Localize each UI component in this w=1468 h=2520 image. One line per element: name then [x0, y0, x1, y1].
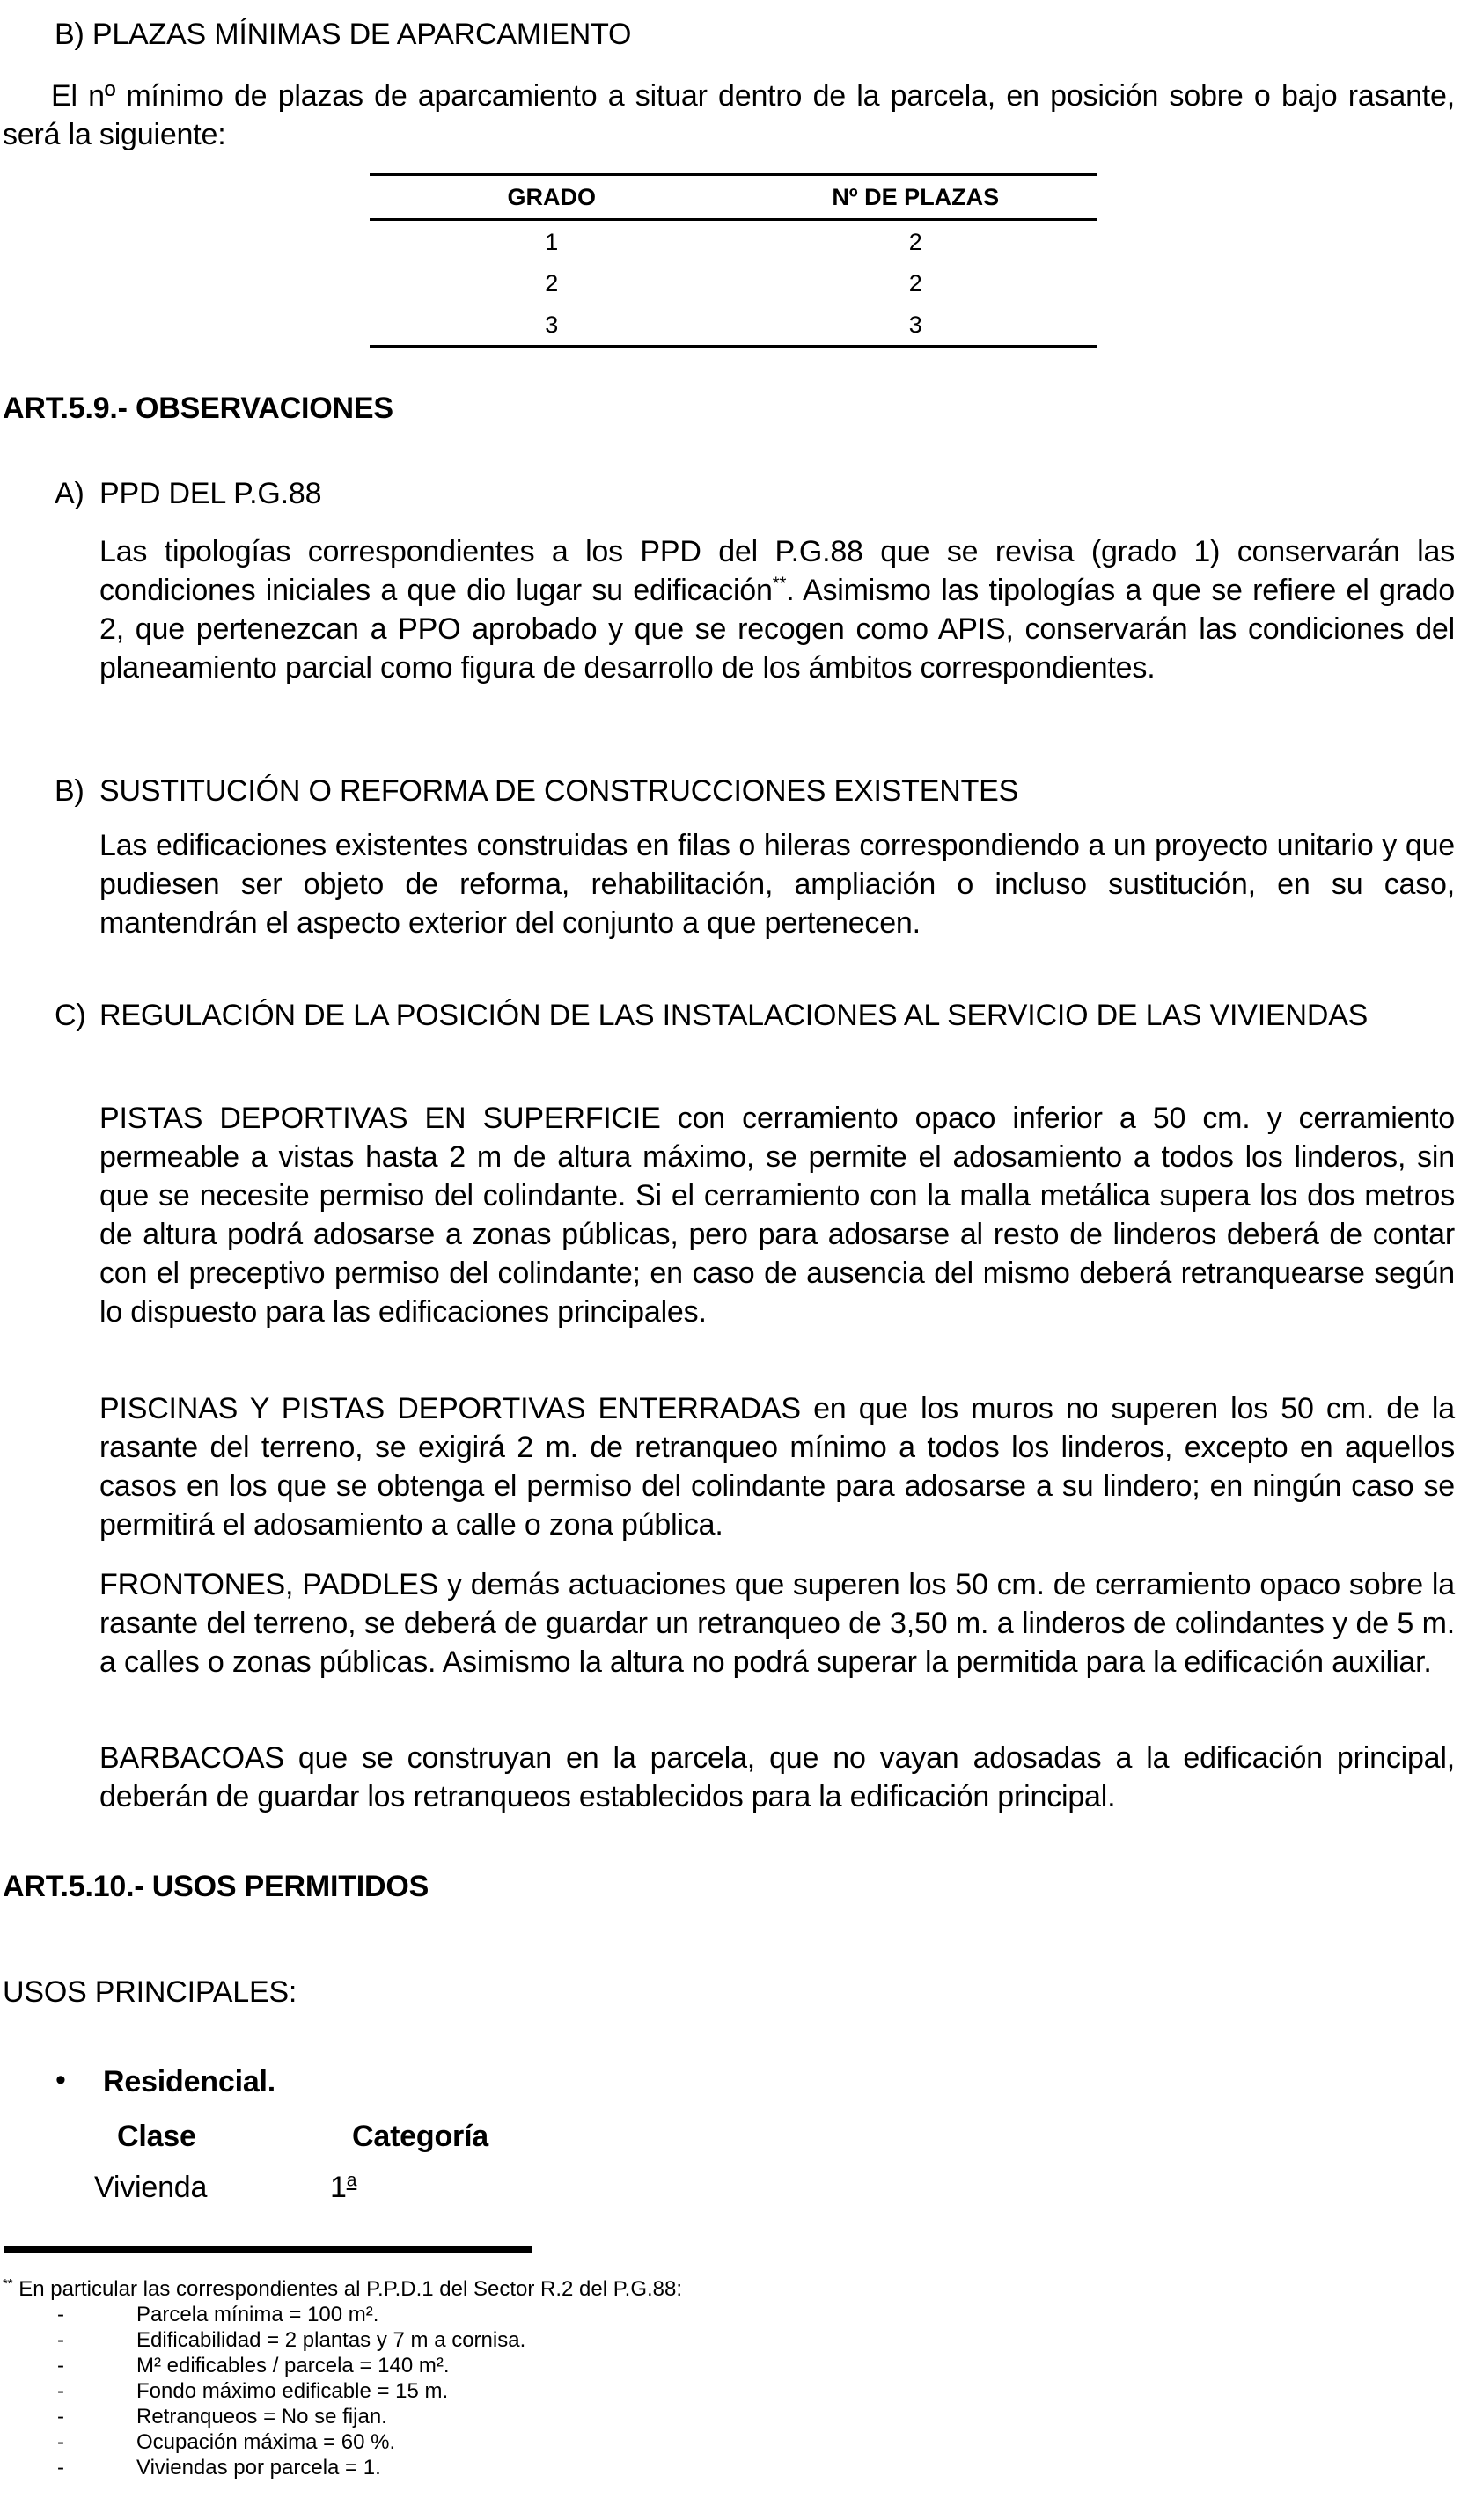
- footnote-dash: -: [57, 2303, 64, 2326]
- parking-table-header-row: [370, 175, 1097, 220]
- footnote-dash: -: [57, 2456, 64, 2480]
- usos-principales-label: USOS PRINCIPALES:: [3, 1975, 297, 2009]
- section-a-paragraph-text-cont: . Asimismo las tipologías a que se refiere el grado 2, que pertenezcan a PPO aprobado y que se recogen como APIS, conservarán las condiciones del planeamiento parcial como figura de desarrollo de los ámbitos correspondientes.: [99, 574, 1455, 685]
- article-5-9-title: ART.5.9.- OBSERVACIONES: [3, 392, 393, 425]
- section-c-heading: [0, 996, 1455, 1035]
- footnote-reference-marker: **: [772, 574, 787, 594]
- table-row: [370, 304, 1097, 347]
- footnote-item-text: Edificabilidad = 2 plantas y 7 m a cornisa.: [136, 2328, 526, 2352]
- section-b-heading: [0, 772, 1455, 810]
- section-a-title: PPD DEL P.G.88: [99, 477, 322, 510]
- footnote-item: [3, 2404, 1455, 2429]
- footnote-dash: -: [57, 2354, 64, 2377]
- table-cell-plazas-3: 3: [734, 304, 1098, 347]
- uses-header-clase: Clase: [117, 2120, 196, 2153]
- footnote-dash: -: [57, 2379, 64, 2403]
- footnote-item: [3, 2353, 1455, 2378]
- section-c-paragraph-frontones: FRONTONES, PADDLES y demás actuaciones que superen los 50 cm. de cerramiento opaco sobre la rasante del terreno, se deberá de guardar un retranqueo de 3,50 m. a linderos de colindantes y de 5 m. a calles o zonas públicas. Asimismo la altura no podrá superar la permitida para la edificación auxiliar.: [99, 1568, 1455, 1679]
- section-a-paragraph: [99, 532, 1455, 687]
- footnote-item: [3, 2429, 1455, 2455]
- categoria-ordinal: a: [346, 2170, 357, 2191]
- footnote-item-text: Fondo máximo edificable = 15 m.: [136, 2379, 449, 2403]
- footnote-item-text: Parcela mínima = 100 m².: [136, 2303, 379, 2326]
- section-b-title: SUSTITUCIÓN O REFORMA DE CONSTRUCCIONES EXISTENTES: [99, 774, 1019, 808]
- footnote-header: [3, 2276, 1455, 2302]
- section-c-paragraph-piscinas: PISCINAS Y PISTAS DEPORTIVAS ENTERRADAS en que los muros no superen los 50 cm. de la rasante del terreno, se exigirá 2 m. de retranqueo mínimo a todos los linderos, excepto en aquellos casos en los que se obtenga el permiso del colindante para adosarse a su lindero; en ningún caso se permitirá el adosamiento a calle o zona pública.: [99, 1392, 1455, 1542]
- parking-table-header-grado: GRADO: [370, 175, 734, 220]
- table-cell-plazas-1: 2: [908, 228, 922, 255]
- footnote-separator-rule: [4, 2246, 532, 2253]
- table-row: [370, 262, 1097, 304]
- footnote-item: [3, 2455, 1455, 2480]
- footnote-block: [3, 2276, 1455, 2480]
- uses-row-vivienda: Vivienda: [94, 2171, 208, 2204]
- section-c-title: REGULACIÓN DE LA POSICIÓN DE LAS INSTALACIONES AL SERVICIO DE LAS VIVIENDAS: [99, 999, 1369, 1032]
- table-row: [370, 220, 1097, 263]
- footnote-dash: -: [57, 2405, 64, 2428]
- intro-paragraph: El nº mínimo de plazas de aparcamiento a situar dentro de la parcela, en posición sobre o bajo rasante, será la siguiente:: [3, 79, 1455, 151]
- section-a-heading: [0, 474, 1455, 513]
- table-cell-grado-1: 1: [545, 228, 559, 255]
- parking-table-header-plazas: Nº DE PLAZAS: [734, 175, 1098, 220]
- section-a-marker: A): [55, 477, 84, 510]
- footnote-dash: -: [57, 2328, 64, 2352]
- footnote-item-text: M² edificables / parcela = 140 m².: [136, 2354, 450, 2377]
- parking-table: [370, 173, 1097, 348]
- table-cell-plazas-2: 2: [908, 269, 922, 297]
- footnote-item: [3, 2327, 1455, 2353]
- footnote-item-text: Ocupación máxima = 60 %.: [136, 2430, 396, 2454]
- footnote-item: [3, 2302, 1455, 2327]
- footnote-item-text: Retranqueos = No se fijan.: [136, 2405, 387, 2428]
- residencial-bullet-item: [0, 2062, 1455, 2101]
- footnote-dash: -: [57, 2430, 64, 2454]
- table-cell-grado-3: 3: [370, 304, 734, 347]
- footnote-item-text: Viviendas por parcela = 1.: [136, 2456, 381, 2480]
- residencial-label: Residencial.: [103, 2065, 276, 2099]
- footnote-marker: **: [3, 2277, 13, 2291]
- table-cell-grado-2: 2: [545, 269, 559, 297]
- footnote-item: [3, 2378, 1455, 2404]
- section-a-paragraph-text: Las tipologías correspondientes a los PPD del P.G.88 que se revisa (grado 1) conservarán las condiciones iniciales a que dio lugar su edificación: [99, 535, 1455, 607]
- uses-table-data-row: [0, 2168, 1455, 2207]
- section-b-marker: B): [55, 774, 84, 808]
- uses-row-categoria-value: [330, 2168, 356, 2207]
- article-5-10-title: ART.5.10.- USOS PERMITIDOS: [3, 1870, 429, 1903]
- uses-header-categoria: Categoría: [352, 2120, 489, 2153]
- categoria-number: 1: [330, 2171, 347, 2204]
- section-c-paragraph-pistas: PISTAS DEPORTIVAS EN SUPERFICIE con cerramiento opaco inferior a 50 cm. y cerramiento permeable a vistas hasta 2 m de altura máximo, se permite el adosamiento a todos los linderos, sin que se necesite permiso del colindante. Si el cerramiento con la malla metálica supera los dos metros de altura podrá adosarse a zonas públicas, pero para adosarse al resto de linderos deberá de contar con el preceptivo permiso del colindante; en caso de ausencia del mismo deberá retranquearse según lo dispuesto para las edificaciones principales.: [99, 1102, 1455, 1329]
- heading-plazas-minimas: B) PLAZAS MÍNIMAS DE APARCAMIENTO: [55, 18, 632, 51]
- section-c-paragraph-barbacoas: BARBACOAS que se construyan en la parcela, que no vayan adosadas a la edificación principal, deberán de guardar los retranqueos establecidos para la edificación principal.: [99, 1741, 1455, 1813]
- footnote-intro: En particular las correspondientes al P.P.D.1 del Sector R.2 del P.G.88:: [18, 2277, 683, 2301]
- section-c-marker: C): [55, 999, 86, 1032]
- uses-table-header-row: [0, 2117, 1455, 2156]
- section-b-paragraph: Las edificaciones existentes construidas en filas o hileras correspondiendo a un proyecto unitario y que pudiesen ser objeto de reforma, rehabilitación, ampliación o incluso sustitución, en su caso, mantendrán el aspecto exterior del conjunto a que pertenecen.: [99, 829, 1455, 940]
- bullet-icon: •: [55, 2063, 66, 2097]
